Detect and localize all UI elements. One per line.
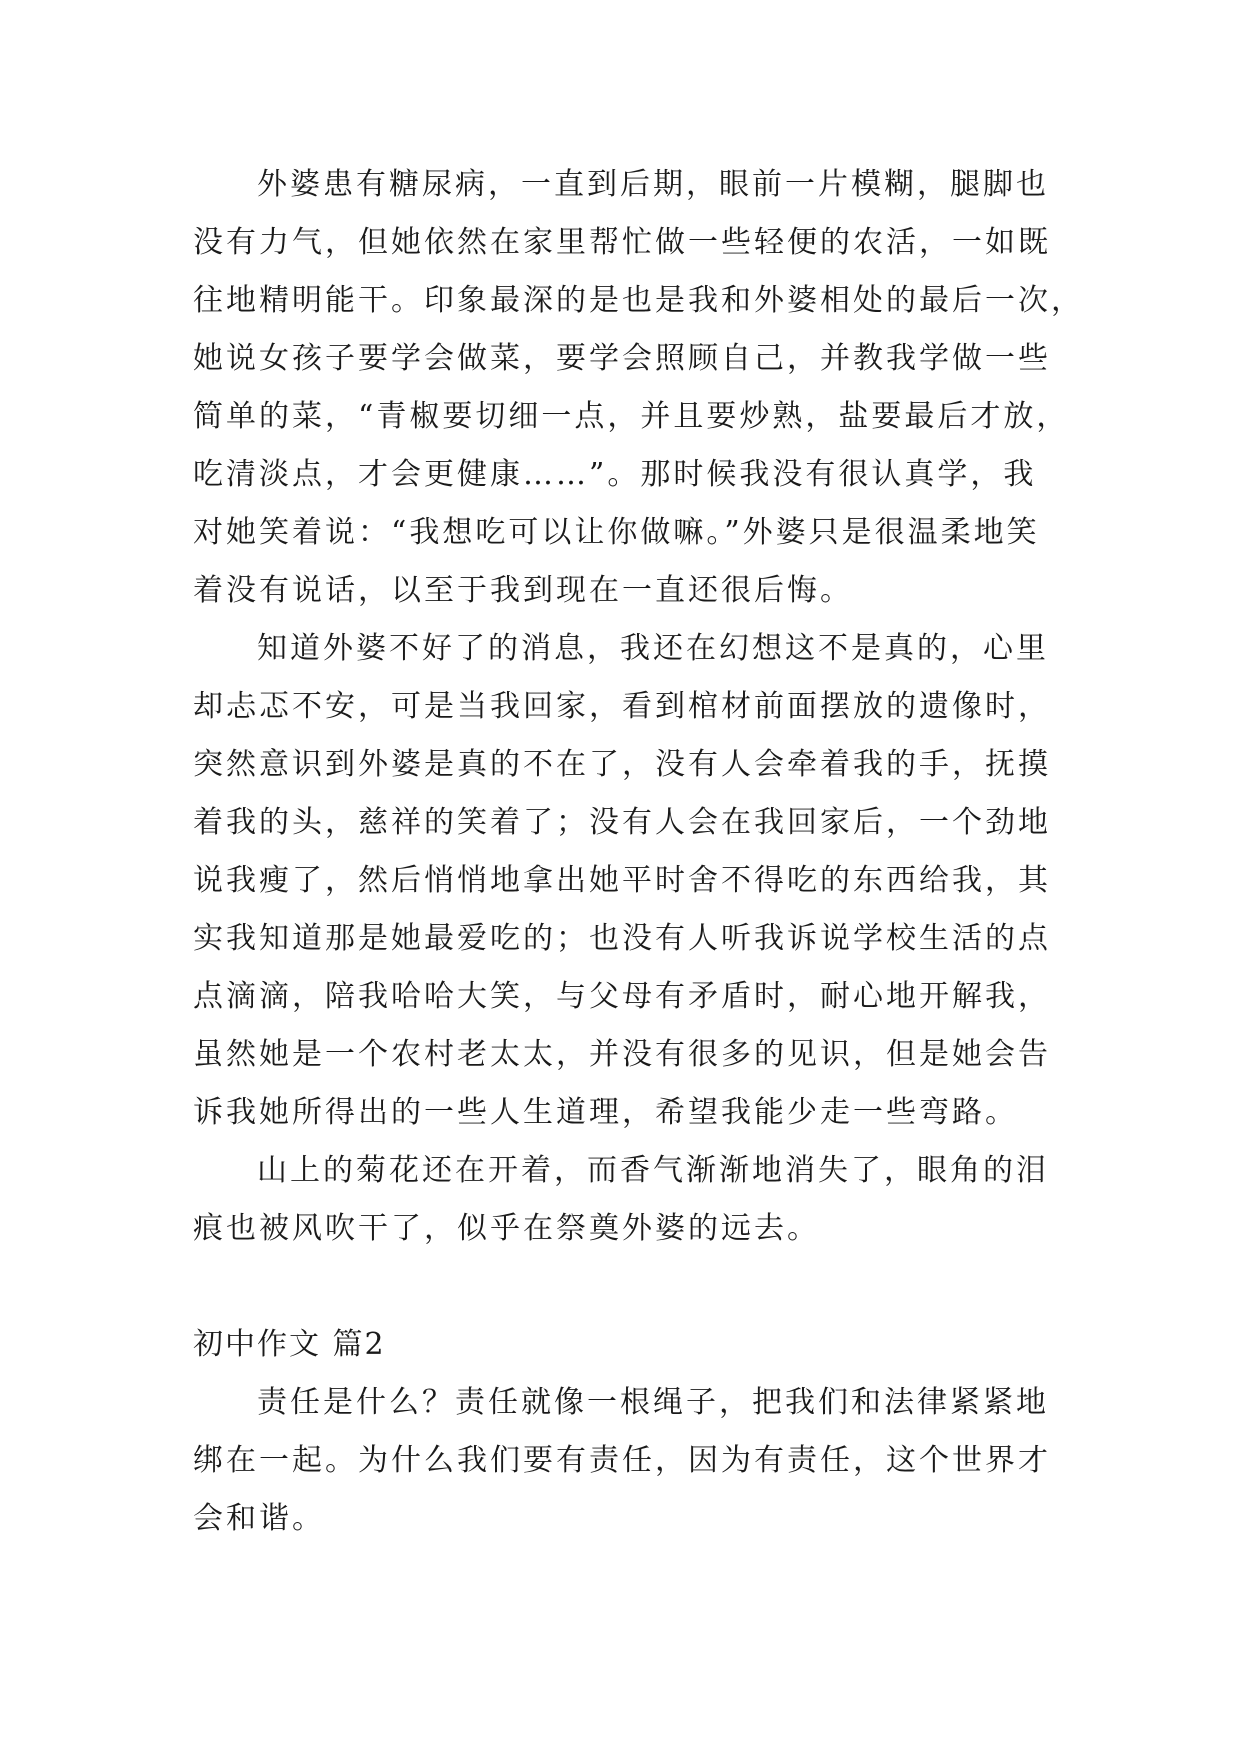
paragraph-line-text: 虽然她是一个农村老太太，并没有很多的见识，但是她会告 — [193, 1037, 1051, 1072]
paragraph-line — [0, 160, 1241, 210]
section-heading-text: 初中作文 篇2 — [193, 1327, 386, 1362]
paragraph-line-text: 诉我她所得出的一些人生道理，希望我能少走一些弯路。 — [193, 1095, 1018, 1130]
paragraph-line — [0, 972, 1241, 1022]
paragraph-line — [0, 1436, 1241, 1486]
paragraph-line-text: 知道外婆不好了的消息，我还在幻想这不是真的，心里 — [257, 631, 1049, 666]
paragraph-line — [0, 276, 1241, 326]
paragraph-line — [0, 1088, 1241, 1138]
paragraph-line — [0, 508, 1241, 558]
paragraph-line-text: 实我知道那是她最爱吃的；也没有人听我诉说学校生活的点 — [193, 921, 1051, 956]
paragraph-line — [0, 1030, 1241, 1080]
paragraph-line-text: 简单的菜，“青椒要切细一点，并且要炒熟，盐要最后才放， — [193, 399, 1070, 434]
paragraph-line — [0, 218, 1241, 268]
paragraph-line-text: 着没有说话，以至于我到现在一直还很后悔。 — [193, 573, 853, 608]
paragraph-line — [0, 798, 1241, 848]
paragraph-line-text: 却忐忑不安，可是当我回家，看到棺材前面摆放的遗像时， — [193, 689, 1051, 724]
paragraph-line — [0, 1146, 1241, 1196]
paragraph-line-text: 对她笑着说：“我想吃可以让你做嘛。”外婆只是很温柔地笑 — [193, 515, 1040, 550]
paragraph-line-text: 着我的头，慈祥的笑着了；没有人会在我回家后，一个劲地 — [193, 805, 1051, 840]
paragraph-line-text: 说我瘦了，然后悄悄地拿出她平时舍不得吃的东西给我，其 — [193, 863, 1051, 898]
paragraph-line-text: 山上的菊花还在开着，而香气渐渐地消失了，眼角的泪 — [257, 1153, 1049, 1188]
paragraph-line-text: 点滴滴，陪我哈哈大笑，与父母有矛盾时，耐心地开解我， — [193, 979, 1051, 1014]
paragraph-line — [0, 1494, 1241, 1544]
paragraph-line — [0, 334, 1241, 384]
paragraph-line-text: 责任是什么？责任就像一根绳子，把我们和法律紧紧地 — [257, 1385, 1049, 1420]
paragraph-line — [0, 1378, 1241, 1428]
paragraph-line — [0, 624, 1241, 674]
paragraph-line-text: 她说女孩子要学会做菜，要学会照顾自己，并教我学做一些 — [193, 341, 1051, 376]
paragraph-line — [0, 740, 1241, 790]
paragraph-line-text: 突然意识到外婆是真的不在了，没有人会牵着我的手，抚摸 — [193, 747, 1051, 782]
paragraph-line — [0, 566, 1241, 616]
paragraph-line-text: 痕也被风吹干了，似乎在祭奠外婆的远去。 — [193, 1211, 820, 1246]
paragraph-line — [0, 450, 1241, 500]
paragraph-line-text: 外婆患有糖尿病，一直到后期，眼前一片模糊，腿脚也 — [257, 167, 1049, 202]
paragraph-line-text: 绑在一起。为什么我们要有责任，因为有责任，这个世界才 — [193, 1443, 1051, 1478]
paragraph-line-text: 吃清淡点，才会更健康……”。那时候我没有很认真学，我 — [193, 457, 1037, 492]
paragraph-line-text: 没有力气，但她依然在家里帮忙做一些轻便的农活，一如既 — [193, 225, 1051, 260]
paragraph-line — [0, 1204, 1241, 1254]
paragraph-line — [0, 914, 1241, 964]
paragraph-line-text: 往地精明能干。印象最深的是也是我和外婆相处的最后一次， — [193, 283, 1084, 318]
section-heading — [0, 1320, 1241, 1370]
paragraph-line — [0, 682, 1241, 732]
paragraph-line — [0, 392, 1241, 442]
paragraph-line-text: 会和谐。 — [193, 1501, 325, 1536]
paragraph-line — [0, 856, 1241, 906]
